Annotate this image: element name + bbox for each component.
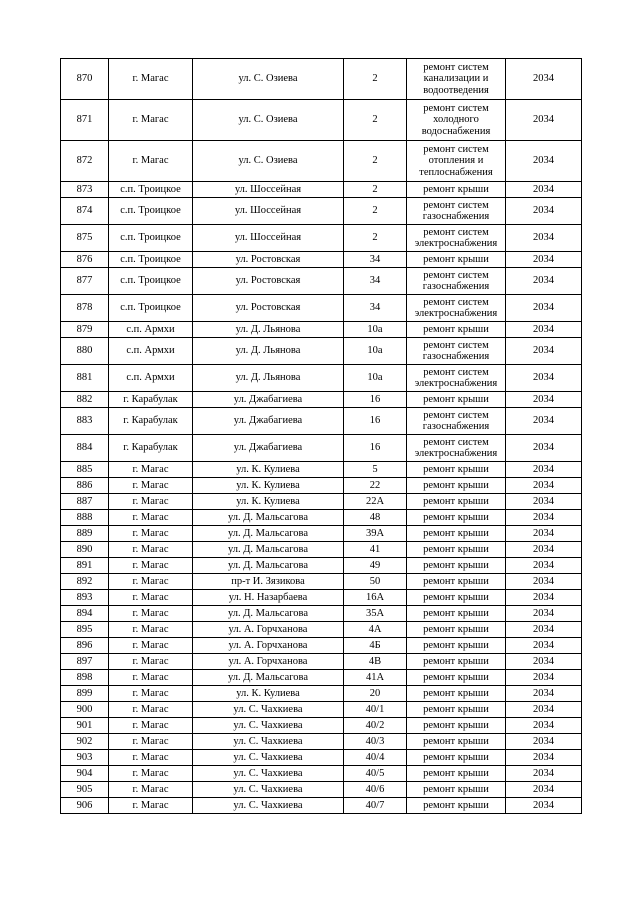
year-cell: 2034 (506, 622, 582, 638)
house-number-cell: 10а (344, 365, 407, 392)
house-number-cell: 4Б (344, 638, 407, 654)
house-number-cell: 49 (344, 558, 407, 574)
year-cell: 2034 (506, 392, 582, 408)
row-number-cell: 895 (61, 622, 109, 638)
house-number-cell: 16А (344, 590, 407, 606)
table-row (61, 766, 582, 782)
work-type-cell: ремонт крыши (407, 686, 506, 702)
row-number-cell: 885 (61, 462, 109, 478)
settlement-cell: с.п. Троицкое (109, 225, 193, 252)
house-number-cell: 2 (344, 141, 407, 182)
settlement-cell: г. Магас (109, 622, 193, 638)
settlement-cell: г. Магас (109, 686, 193, 702)
table-row (61, 141, 582, 182)
work-type-cell: ремонт систем газоснабжения (407, 408, 506, 435)
table-row (61, 542, 582, 558)
house-number-cell: 5 (344, 462, 407, 478)
street-cell: ул. Д. Мальсагова (193, 558, 344, 574)
settlement-cell: г. Магас (109, 670, 193, 686)
street-cell: ул. Н. Назарбаева (193, 590, 344, 606)
year-cell: 2034 (506, 574, 582, 590)
row-number-cell: 875 (61, 225, 109, 252)
street-cell: ул. С. Чахкиева (193, 718, 344, 734)
settlement-cell: г. Магас (109, 750, 193, 766)
table-row (61, 462, 582, 478)
settlement-cell: г. Магас (109, 141, 193, 182)
table-row (61, 702, 582, 718)
settlement-cell: с.п. Армхи (109, 322, 193, 338)
street-cell: ул. Джабагиева (193, 392, 344, 408)
house-number-cell: 41А (344, 670, 407, 686)
year-cell: 2034 (506, 59, 582, 100)
settlement-cell: г. Магас (109, 654, 193, 670)
house-number-cell: 39А (344, 526, 407, 542)
settlement-cell: с.п. Троицкое (109, 198, 193, 225)
year-cell: 2034 (506, 182, 582, 198)
year-cell: 2034 (506, 526, 582, 542)
capital-repair-table (60, 58, 582, 814)
year-cell: 2034 (506, 510, 582, 526)
house-number-cell: 40/7 (344, 798, 407, 814)
row-number-cell: 878 (61, 295, 109, 322)
settlement-cell: с.п. Троицкое (109, 295, 193, 322)
table-row (61, 478, 582, 494)
table-row (61, 510, 582, 526)
table-row (61, 590, 582, 606)
street-cell: ул. Шоссейная (193, 198, 344, 225)
year-cell: 2034 (506, 702, 582, 718)
row-number-cell: 906 (61, 798, 109, 814)
house-number-cell: 48 (344, 510, 407, 526)
work-type-cell: ремонт крыши (407, 670, 506, 686)
work-type-cell: ремонт крыши (407, 718, 506, 734)
work-type-cell: ремонт крыши (407, 510, 506, 526)
year-cell: 2034 (506, 686, 582, 702)
work-type-cell: ремонт крыши (407, 462, 506, 478)
settlement-cell: г. Магас (109, 782, 193, 798)
row-number-cell: 874 (61, 198, 109, 225)
settlement-cell: г. Магас (109, 59, 193, 100)
work-type-cell: ремонт крыши (407, 702, 506, 718)
street-cell: ул. Шоссейная (193, 225, 344, 252)
street-cell: ул. С. Чахкиева (193, 798, 344, 814)
table-row (61, 798, 582, 814)
year-cell: 2034 (506, 638, 582, 654)
row-number-cell: 893 (61, 590, 109, 606)
street-cell: ул. Джабагиева (193, 408, 344, 435)
settlement-cell: г. Магас (109, 638, 193, 654)
work-type-cell: ремонт крыши (407, 322, 506, 338)
table-row (61, 638, 582, 654)
row-number-cell: 892 (61, 574, 109, 590)
year-cell: 2034 (506, 542, 582, 558)
table-row (61, 182, 582, 198)
street-cell: ул. А. Горчханова (193, 654, 344, 670)
settlement-cell: г. Магас (109, 542, 193, 558)
house-number-cell: 41 (344, 542, 407, 558)
row-number-cell: 871 (61, 100, 109, 141)
house-number-cell: 22А (344, 494, 407, 510)
row-number-cell: 884 (61, 435, 109, 462)
table-row (61, 392, 582, 408)
house-number-cell: 34 (344, 268, 407, 295)
year-cell: 2034 (506, 338, 582, 365)
row-number-cell: 904 (61, 766, 109, 782)
house-number-cell: 40/4 (344, 750, 407, 766)
table-row (61, 225, 582, 252)
street-cell: ул. К. Кулиева (193, 478, 344, 494)
work-type-cell: ремонт систем электроснабжения (407, 435, 506, 462)
settlement-cell: г. Магас (109, 734, 193, 750)
work-type-cell: ремонт крыши (407, 654, 506, 670)
street-cell: ул. Ростовская (193, 268, 344, 295)
table-row (61, 750, 582, 766)
settlement-cell: г. Карабулак (109, 435, 193, 462)
table-row (61, 100, 582, 141)
street-cell: ул. Д. Льянова (193, 322, 344, 338)
street-cell: ул. Д. Мальсагова (193, 542, 344, 558)
year-cell: 2034 (506, 198, 582, 225)
table-body (61, 59, 582, 814)
street-cell: ул. С. Озиева (193, 100, 344, 141)
street-cell: ул. Д. Мальсагова (193, 510, 344, 526)
row-number-cell: 897 (61, 654, 109, 670)
table-row (61, 622, 582, 638)
settlement-cell: г. Магас (109, 478, 193, 494)
street-cell: ул. С. Чахкиева (193, 766, 344, 782)
table-row (61, 654, 582, 670)
work-type-cell: ремонт крыши (407, 734, 506, 750)
street-cell: ул. С. Чахкиева (193, 782, 344, 798)
work-type-cell: ремонт систем газоснабжения (407, 268, 506, 295)
row-number-cell: 883 (61, 408, 109, 435)
row-number-cell: 901 (61, 718, 109, 734)
row-number-cell: 905 (61, 782, 109, 798)
house-number-cell: 2 (344, 182, 407, 198)
row-number-cell: 903 (61, 750, 109, 766)
house-number-cell: 10а (344, 338, 407, 365)
row-number-cell: 890 (61, 542, 109, 558)
work-type-cell: ремонт крыши (407, 622, 506, 638)
year-cell: 2034 (506, 670, 582, 686)
row-number-cell: 879 (61, 322, 109, 338)
house-number-cell: 2 (344, 198, 407, 225)
row-number-cell: 880 (61, 338, 109, 365)
street-cell: ул. Д. Мальсагова (193, 606, 344, 622)
street-cell: ул. Д. Льянова (193, 338, 344, 365)
row-number-cell: 887 (61, 494, 109, 510)
work-type-cell: ремонт систем канализации и водоотведения (407, 59, 506, 100)
table-row (61, 558, 582, 574)
settlement-cell: г. Магас (109, 462, 193, 478)
work-type-cell: ремонт систем электроснабжения (407, 295, 506, 322)
house-number-cell: 2 (344, 225, 407, 252)
house-number-cell: 40/5 (344, 766, 407, 782)
house-number-cell: 2 (344, 59, 407, 100)
street-cell: пр-т И. Зязикова (193, 574, 344, 590)
table-row (61, 295, 582, 322)
house-number-cell: 34 (344, 295, 407, 322)
work-type-cell: ремонт систем газоснабжения (407, 338, 506, 365)
work-type-cell: ремонт крыши (407, 558, 506, 574)
year-cell: 2034 (506, 494, 582, 510)
row-number-cell: 881 (61, 365, 109, 392)
year-cell: 2034 (506, 654, 582, 670)
street-cell: ул. К. Кулиева (193, 686, 344, 702)
house-number-cell: 40/3 (344, 734, 407, 750)
house-number-cell: 16 (344, 435, 407, 462)
table-row (61, 686, 582, 702)
row-number-cell: 873 (61, 182, 109, 198)
work-type-cell: ремонт крыши (407, 782, 506, 798)
table-row (61, 322, 582, 338)
settlement-cell: с.п. Армхи (109, 338, 193, 365)
street-cell: ул. С. Чахкиева (193, 702, 344, 718)
year-cell: 2034 (506, 766, 582, 782)
street-cell: ул. Шоссейная (193, 182, 344, 198)
table-row (61, 59, 582, 100)
house-number-cell: 4А (344, 622, 407, 638)
settlement-cell: г. Магас (109, 590, 193, 606)
row-number-cell: 886 (61, 478, 109, 494)
table-row (61, 365, 582, 392)
year-cell: 2034 (506, 590, 582, 606)
year-cell: 2034 (506, 782, 582, 798)
row-number-cell: 896 (61, 638, 109, 654)
year-cell: 2034 (506, 322, 582, 338)
year-cell: 2034 (506, 225, 582, 252)
house-number-cell: 20 (344, 686, 407, 702)
street-cell: ул. А. Горчханова (193, 638, 344, 654)
year-cell: 2034 (506, 734, 582, 750)
settlement-cell: г. Магас (109, 574, 193, 590)
street-cell: ул. С. Озиева (193, 59, 344, 100)
street-cell: ул. С. Чахкиева (193, 734, 344, 750)
work-type-cell: ремонт крыши (407, 574, 506, 590)
work-type-cell: ремонт крыши (407, 392, 506, 408)
table-row (61, 435, 582, 462)
year-cell: 2034 (506, 718, 582, 734)
street-cell: ул. Д. Льянова (193, 365, 344, 392)
work-type-cell: ремонт крыши (407, 638, 506, 654)
row-number-cell: 876 (61, 252, 109, 268)
work-type-cell: ремонт крыши (407, 526, 506, 542)
house-number-cell: 35А (344, 606, 407, 622)
table-row (61, 408, 582, 435)
table-row (61, 338, 582, 365)
street-cell: ул. Ростовская (193, 252, 344, 268)
house-number-cell: 4В (344, 654, 407, 670)
row-number-cell: 889 (61, 526, 109, 542)
house-number-cell: 50 (344, 574, 407, 590)
table-row (61, 268, 582, 295)
house-number-cell: 16 (344, 408, 407, 435)
street-cell: ул. С. Озиева (193, 141, 344, 182)
work-type-cell: ремонт крыши (407, 252, 506, 268)
house-number-cell: 10а (344, 322, 407, 338)
settlement-cell: г. Карабулак (109, 392, 193, 408)
table-row (61, 670, 582, 686)
street-cell: ул. К. Кулиева (193, 462, 344, 478)
house-number-cell: 34 (344, 252, 407, 268)
year-cell: 2034 (506, 798, 582, 814)
work-type-cell: ремонт систем электроснабжения (407, 365, 506, 392)
house-number-cell: 2 (344, 100, 407, 141)
row-number-cell: 872 (61, 141, 109, 182)
settlement-cell: г. Магас (109, 510, 193, 526)
work-type-cell: ремонт крыши (407, 542, 506, 558)
row-number-cell: 891 (61, 558, 109, 574)
year-cell: 2034 (506, 141, 582, 182)
street-cell: ул. Д. Мальсагова (193, 670, 344, 686)
work-type-cell: ремонт крыши (407, 766, 506, 782)
year-cell: 2034 (506, 365, 582, 392)
row-number-cell: 870 (61, 59, 109, 100)
year-cell: 2034 (506, 558, 582, 574)
work-type-cell: ремонт систем электроснабжения (407, 225, 506, 252)
year-cell: 2034 (506, 408, 582, 435)
row-number-cell: 902 (61, 734, 109, 750)
year-cell: 2034 (506, 100, 582, 141)
street-cell: ул. Джабагиева (193, 435, 344, 462)
settlement-cell: г. Магас (109, 526, 193, 542)
street-cell: ул. А. Горчханова (193, 622, 344, 638)
street-cell: ул. С. Чахкиева (193, 750, 344, 766)
street-cell: ул. Д. Мальсагова (193, 526, 344, 542)
house-number-cell: 40/2 (344, 718, 407, 734)
settlement-cell: г. Магас (109, 702, 193, 718)
work-type-cell: ремонт крыши (407, 478, 506, 494)
row-number-cell: 882 (61, 392, 109, 408)
row-number-cell: 877 (61, 268, 109, 295)
settlement-cell: г. Магас (109, 718, 193, 734)
row-number-cell: 898 (61, 670, 109, 686)
table-row (61, 574, 582, 590)
work-type-cell: ремонт систем холодного водоснабжения (407, 100, 506, 141)
work-type-cell: ремонт систем отопления и теплоснабжения (407, 141, 506, 182)
work-type-cell: ремонт крыши (407, 494, 506, 510)
work-type-cell: ремонт крыши (407, 606, 506, 622)
house-number-cell: 16 (344, 392, 407, 408)
street-cell: ул. К. Кулиева (193, 494, 344, 510)
year-cell: 2034 (506, 435, 582, 462)
year-cell: 2034 (506, 606, 582, 622)
settlement-cell: г. Магас (109, 558, 193, 574)
row-number-cell: 888 (61, 510, 109, 526)
row-number-cell: 894 (61, 606, 109, 622)
table-row (61, 252, 582, 268)
table-row (61, 734, 582, 750)
work-type-cell: ремонт крыши (407, 590, 506, 606)
year-cell: 2034 (506, 295, 582, 322)
table-row (61, 526, 582, 542)
settlement-cell: с.п. Армхи (109, 365, 193, 392)
settlement-cell: г. Магас (109, 100, 193, 141)
row-number-cell: 900 (61, 702, 109, 718)
year-cell: 2034 (506, 478, 582, 494)
work-type-cell: ремонт крыши (407, 182, 506, 198)
settlement-cell: с.п. Троицкое (109, 268, 193, 295)
year-cell: 2034 (506, 252, 582, 268)
house-number-cell: 40/6 (344, 782, 407, 798)
table-row (61, 718, 582, 734)
settlement-cell: г. Магас (109, 494, 193, 510)
work-type-cell: ремонт систем газоснабжения (407, 198, 506, 225)
settlement-cell: г. Магас (109, 798, 193, 814)
settlement-cell: г. Карабулак (109, 408, 193, 435)
settlement-cell: с.п. Троицкое (109, 252, 193, 268)
settlement-cell: с.п. Троицкое (109, 182, 193, 198)
table-row (61, 782, 582, 798)
table-row (61, 494, 582, 510)
year-cell: 2034 (506, 462, 582, 478)
work-type-cell: ремонт крыши (407, 798, 506, 814)
year-cell: 2034 (506, 750, 582, 766)
table-row (61, 198, 582, 225)
settlement-cell: г. Магас (109, 766, 193, 782)
street-cell: ул. Ростовская (193, 295, 344, 322)
settlement-cell: г. Магас (109, 606, 193, 622)
year-cell: 2034 (506, 268, 582, 295)
row-number-cell: 899 (61, 686, 109, 702)
work-type-cell: ремонт крыши (407, 750, 506, 766)
house-number-cell: 22 (344, 478, 407, 494)
house-number-cell: 40/1 (344, 702, 407, 718)
table-row (61, 606, 582, 622)
